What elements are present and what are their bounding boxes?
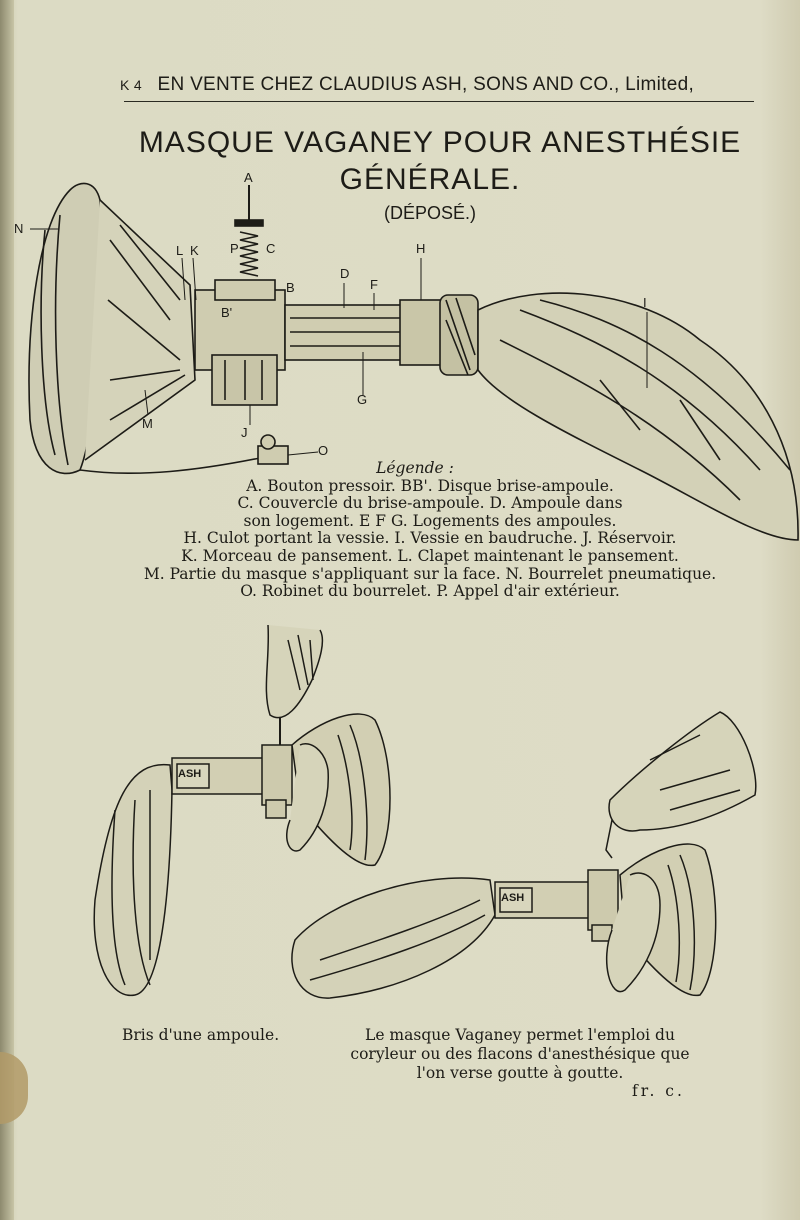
title-line-1: MASQUE VAGANEY POUR ANESTHÉSIE <box>138 126 742 159</box>
legend-title: Légende : <box>376 459 454 477</box>
title-line-3: (DÉPOSÉ.) <box>383 203 476 223</box>
callout-f: F <box>370 277 378 292</box>
legend-line: M. Partie du masque s'appliquant sur la face. N. Bourrelet pneumatique. <box>143 564 717 583</box>
footer-mark: fr. c. <box>632 1082 685 1100</box>
page-number: K 4 <box>120 77 142 93</box>
callout-o: O <box>318 443 329 458</box>
hand-holding-left <box>287 744 329 851</box>
ash-label-right: ASH <box>501 892 525 904</box>
callout-k: K <box>190 243 199 258</box>
callout-d: D <box>340 266 350 281</box>
callout-n: N <box>14 221 24 236</box>
caption-right: Le masque Vaganey permet l'emploi du coryleur ou des flacons d'anesthésique que l'on verse goutte à goutte. <box>350 1026 690 1082</box>
bladder-right <box>292 878 495 998</box>
legend <box>100 460 760 601</box>
callout-p: P <box>230 241 239 256</box>
hand-pouring <box>609 712 756 831</box>
callout-a: A <box>244 170 253 185</box>
callout-c: C <box>266 241 276 256</box>
ash-label-left: ASH <box>178 768 202 780</box>
callout-i: I <box>643 295 647 310</box>
hand-top-left <box>266 625 322 718</box>
mask-cone <box>85 200 195 460</box>
legend-line: O. Robinet du bourrelet. P. Appel d'air extérieur. <box>240 582 620 601</box>
callout-b: B <box>286 280 295 295</box>
legend-line: son logement. E F G. Logements des ampoules. <box>243 511 617 530</box>
title-line-2: GÉNÉRALE. <box>339 163 521 196</box>
callout-l: L <box>176 243 184 258</box>
header-text: EN VENTE CHEZ CLAUDIUS ASH, SONS AND CO., Limited, <box>157 74 695 95</box>
legend-line: K. Morceau de pansement. L. Clapet maintenant le pansement. <box>181 546 679 565</box>
legend-line: H. Culot portant la vessie. I. Vessie en baudruche. J. Réservoir. <box>183 529 677 548</box>
callout-g: G <box>357 392 368 407</box>
callout-h: H <box>416 241 426 256</box>
callout-m: M <box>142 416 153 431</box>
callout-j: J <box>241 425 248 440</box>
callout-b-prime: B' <box>221 305 233 320</box>
legend-line: C. Couvercle du brise-ampoule. D. Ampoule dans <box>237 494 623 513</box>
legend-line: A. Bouton pressoir. BB'. Disque brise-ampoule. <box>246 476 614 495</box>
caption-left: Bris d'une ampoule. <box>122 1026 280 1044</box>
